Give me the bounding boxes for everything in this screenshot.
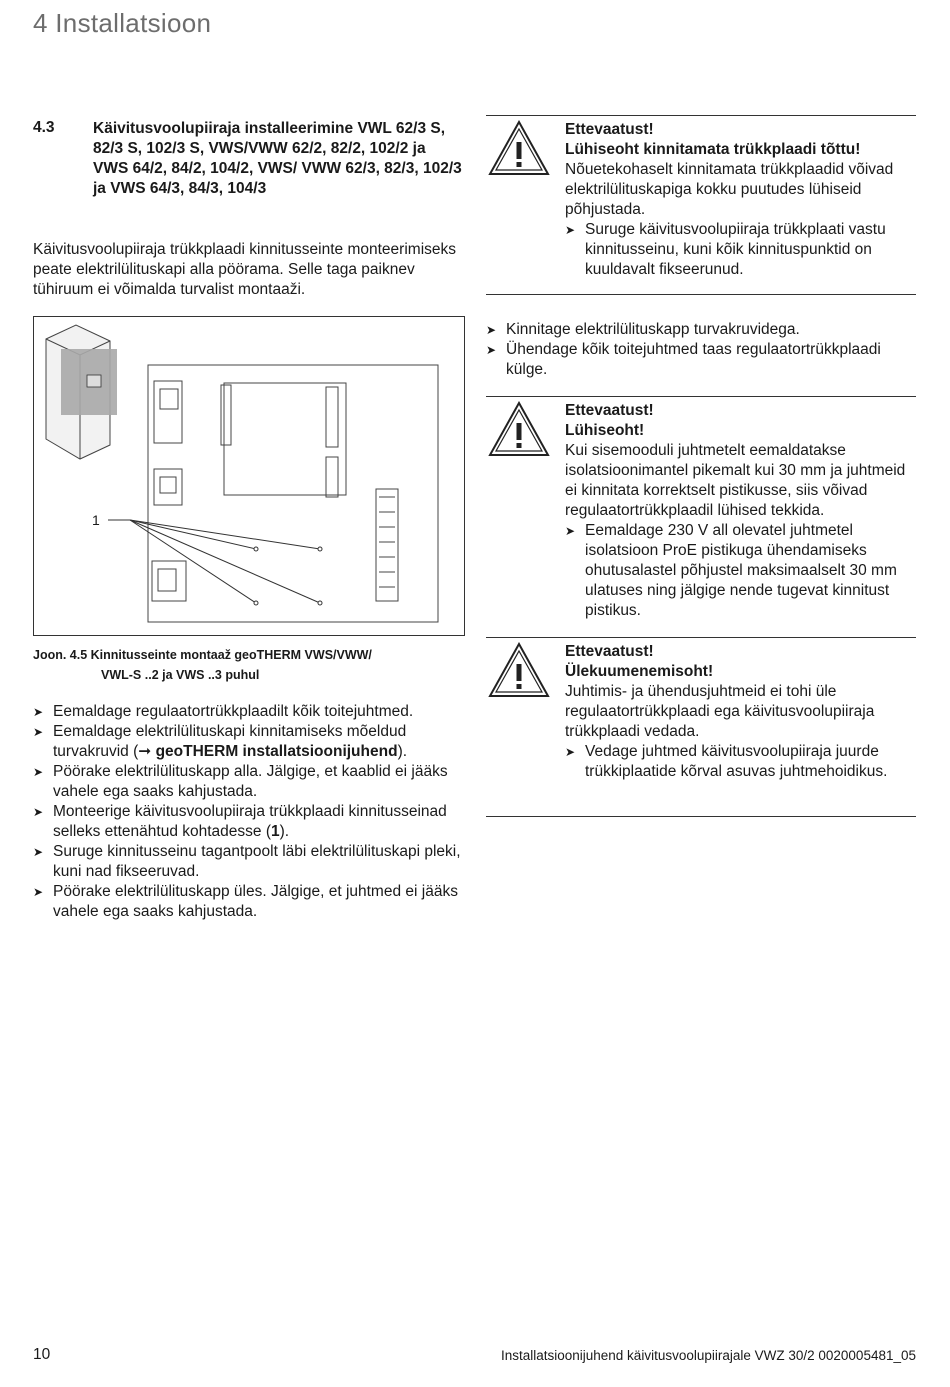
footer-document-title: Installatsioonijuhend käivitusvoolupiirajale VWZ 30/2 0020005481_05 [500,1348,916,1363]
step-item: ➤ Kinnitage elektrilülituskapp turvakruvidega. [486,321,800,338]
step-item: ➤ Eemaldage elektrilülituskapi kinnitamiseks mõeldud turvakruvid (➞ geoTHERM installatsioonijuhend). [33,723,408,760]
caption-line-1: Joon. 4.5 Kinnitusseinte montaaž geoTHERM VWS/VWW/ [33,648,372,662]
mounting-diagram [34,317,464,635]
warning-step: ➤ Vedage juhtmed käivitusvoolupiiraja juurde trükkiplaatide kõrval asuvas juhtmehoidikus. [565,743,888,780]
caption-line-2: VWL-S ..2 ja VWS ..3 puhul [101,668,260,682]
installation-figure [33,316,465,636]
warning-subtitle: Lühiseoht kinnitamata trükkplaadi tõttu! [565,141,861,158]
bullet-arrow-icon: ➤ [565,745,576,759]
bullet-arrow-icon: ➤ [33,845,44,859]
warning-step: ➤ Suruge käivitusvoolupiiraja trükkplaati vastu kinnitusseinu, kuni kõik kinnituspunktid on kuuldavalt fikseerunud. [565,221,886,278]
warning-triangle-icon [488,401,550,457]
warning-subtitle: Ülekuumenemisoht! [565,663,714,680]
heat-pump-unit-drawing [46,325,117,459]
warning-text: Juhtimis- ja ühendusjuhtmeid ei tohi üle regulaatortrükkplaadi ega käivitusvoolupiiraja trükkplaadi vedada. [565,683,875,740]
warning-text: Nõuetekohaselt kinnitamata trükkplaadid võivad elektrilülituskapiga kokku puutudes lühiseid põhjustada. [565,161,894,218]
bullet-arrow-icon: ➤ [33,885,44,899]
manual-reference: ➞ geoTHERM installatsioonijuhend [138,743,398,760]
bullet-arrow-icon: ➤ [486,323,497,337]
chapter-header: 4 Installatsioon [33,8,212,38]
warning-step: ➤ Eemaldage 230 V all olevatel juhtmetel isolatsioon ProE pistikuga ühendamiseks ohutusalastel põhjustel maksimaalselt 30 mm ulatuses ning jälgige nende tugevat kinnitust pistikus. [565,522,897,619]
warning-triangle-icon [488,642,550,698]
section-title: Käivitusvoolupiiraja installeerimine VWL 62/3 S, 82/3 S, 102/3 S, VWS/VWW 62/2, 82/2, 102/2 ja VWS 64/2, 84/2, 104/2, VWS/ VWW 62/3, 82/3, 102/3 ja VWS 64/3, 84/3, 104/3 [93,120,462,197]
step-item: ➤ Monteerige käivitusvoolupiiraja trükkplaadi kinnitusseinad selleks ettenähtud kohtadesse (1). [33,803,447,840]
step-item: ➤ Ühendage kõik toitejuhtmed taas regulaatortrükkplaadi külge. [486,341,881,378]
callout-label: 1 [92,512,100,528]
warning-box-short-circuit-board [486,115,916,295]
warning-subtitle: Lühiseoht! [565,422,645,439]
warning-title: Ettevaatust! [565,121,654,138]
bullet-arrow-icon: ➤ [33,725,44,739]
bullet-arrow-icon: ➤ [33,805,44,819]
bullet-arrow-icon: ➤ [33,765,44,779]
intro-paragraph: Käivitusvoolupiiraja trükkplaadi kinnitusseinte monteerimiseks peate elektrilülituskapi alla pöörama. Selle taga paiknev tühiruum ei võimalda turvalist montaaži. [33,241,457,298]
figure-reference: 1 [271,823,280,840]
warning-triangle-icon [488,120,550,176]
bullet-arrow-icon: ➤ [565,223,576,237]
bullet-arrow-icon: ➤ [33,705,44,719]
bullet-arrow-icon: ➤ [565,524,576,538]
section-number: 4.3 [33,119,55,136]
step-item: ➤ Eemaldage regulaatortrükkplaadilt kõik toitejuhtmed. [33,703,414,720]
figure-caption [33,645,372,685]
step-item: ➤ Pöörake elektrilülituskapp üles. Jälgige, et juhtmed ei jääks vahele ega saaks kahjustada. [33,883,458,920]
warning-text: Kui sisemooduli juhtmetelt eemaldatakse isolatsioonimantel pikemalt kui 30 mm ja juhtmeid ei kinnitata korrektselt pistikusse, siis võivad regulaatortrükkplaadil lühised tekkida. [565,442,906,519]
warning-box-short-circuit [486,396,916,638]
page-number: 10 [33,1346,51,1363]
step-item: ➤ Pöörake elektrilülituskapp alla. Jälgige, et kaablid ei jääks vahele ega saaks kahjustada. [33,763,448,800]
warning-title: Ettevaatust! [565,643,654,660]
warning-title: Ettevaatust! [565,402,654,419]
right-procedure-steps [486,320,916,380]
step-item: ➤ Suruge kinnitusseinu tagantpoolt läbi elektrilülituskapi pleki, kuni nad fikseeruvad. [33,843,461,880]
warning-box-overheating [486,637,916,817]
procedure-steps [33,702,465,922]
bullet-arrow-icon: ➤ [486,343,497,357]
